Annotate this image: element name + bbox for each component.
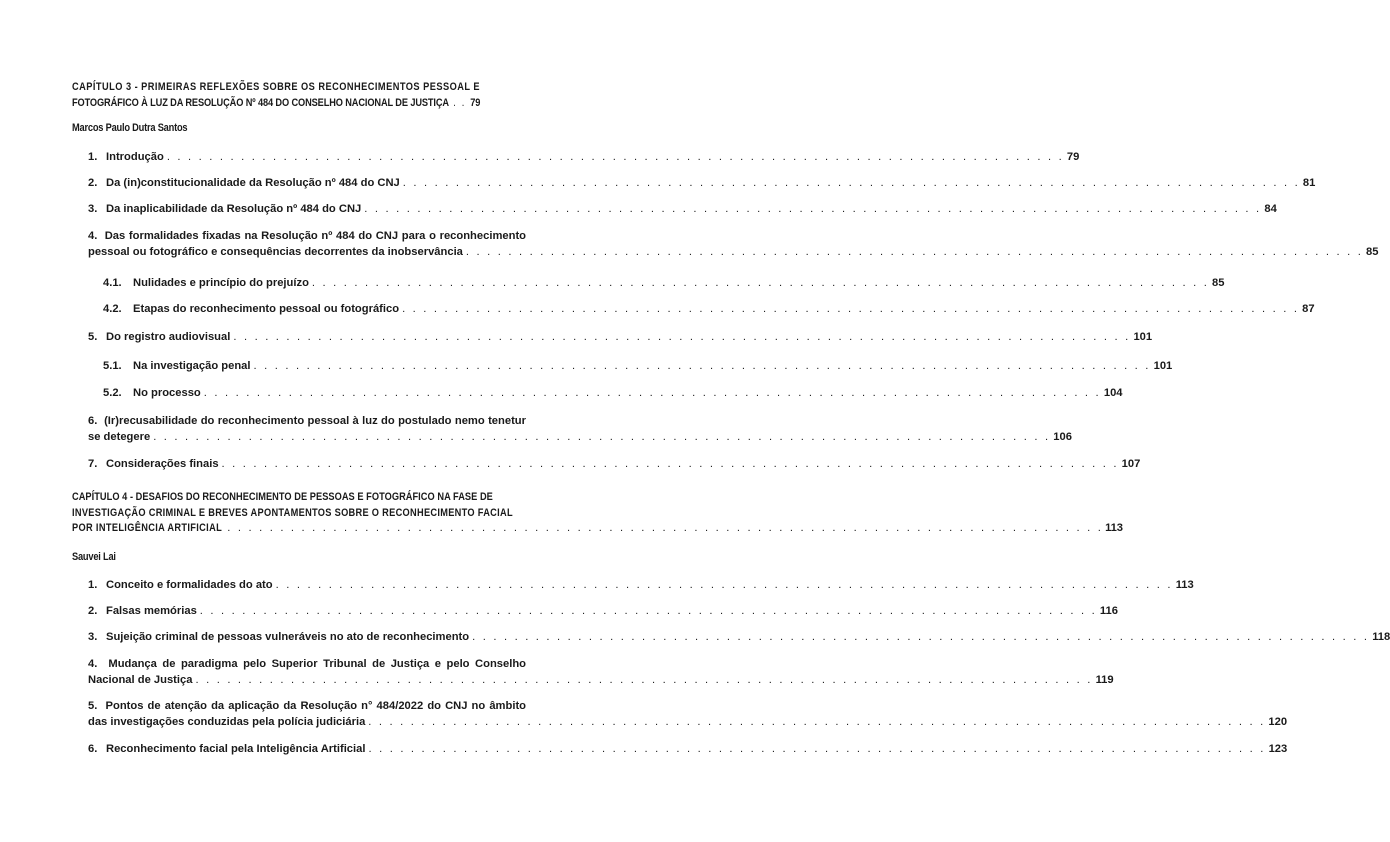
toc-entry-title: Da inaplicabilidade da Resolução nº 484 do CNJ (106, 203, 362, 215)
toc-entry-page: 118 (1372, 631, 1390, 643)
toc-entry-number: 4.1. (103, 277, 122, 289)
toc-entry-number: 3. (88, 631, 98, 643)
toc-leader-dots: . . . . . . . . . . . . . . . . . . . . . . . . . . . . . . . . . . . . . . . . . . . . . . . . . . . . . . . . . . . . . . . . . . . . . . . . . . . . . . . . . . . . . (311, 277, 1210, 289)
toc-entry-number: 4. (88, 230, 98, 242)
toc-leader-dots: . . . . . . . . . . . . . . . . . . . . . . . . . . . . . . . . . . . . . . . . . . . . . . . . . . . . . . . . . . . . . . . . . . . . . . . . . . . . . . . . . . . . . (195, 674, 1093, 686)
toc-entry[interactable] (88, 605, 1118, 617)
toc-entry[interactable] (88, 413, 1072, 445)
toc-entry-number: 7. (88, 458, 98, 470)
toc-entry[interactable] (88, 579, 1194, 591)
toc-entry-title: Do registro audiovisual (106, 331, 231, 343)
toc-entry-title: Na investigação penal (133, 360, 251, 372)
toc-entry-page: 113 (1175, 579, 1194, 591)
toc-entry-page: 85 (1212, 277, 1225, 289)
toc-entry[interactable] (88, 331, 1153, 343)
toc-leader-dots: . . . . . . . . . . . . . . . . . . . . . . . . . . . . . . . . . . . . . . . . . . . . . . . . . . . . . . . . . . . . . . . . . . . . . . . . . . . . . . . . . . . . . (153, 431, 1051, 443)
toc-leader-dots: . . . . . . . . . . . . . . . . . . . . . . . . . . . . . . . . . . . . . . . . . . . . . . . . . . . . . . . . . . . . . . . . . . . . . . . . . . . . . . . . . . . . . (465, 246, 1363, 258)
toc-leader-dots: . . . . . . . . . . . . . . . . . . . . . . . . . . . . . . . . . . . . . . . . . . . . . . . . . . . . . . . . . . . . . . . . . . . . . . . . . . . . . . . . . . . . . (364, 203, 1262, 215)
toc-entry[interactable] (88, 228, 1379, 260)
toc-entry-number: 4. (88, 658, 98, 670)
chapter-4-heading (72, 490, 1123, 537)
toc-leader-dots: . . . . . . . . . . . . . . . . . . . . . . . . . . . . . . . . . . . . . . . . . . . . . . . . . . . . . . . . . . . . . . . . . . . . . . . . . . . . . . . . . . . . . (368, 743, 1266, 755)
toc-entry[interactable] (88, 203, 1277, 215)
toc-entry-page: 87 (1302, 303, 1315, 315)
toc-entry-number: 2. (88, 605, 98, 617)
toc-entry-title: Sujeição criminal de pessoas vulneráveis no ato de reconhecimento (106, 631, 470, 643)
toc-entry-page: 101 (1133, 331, 1153, 343)
toc-entry-number: 1. (88, 579, 98, 591)
toc-entry-title-line1: 4. Mudança de paradigma pelo Superior Tribunal de Justiça e pelo Conselho (88, 658, 526, 670)
toc-entry-number: 2. (88, 177, 98, 189)
toc-subentry[interactable] (103, 277, 1225, 289)
toc-subentry[interactable] (103, 387, 1123, 399)
toc-leader-dots: . . . . . . . . . . . . . . . . . . . . . . . . . . . . . . . . . . . . . . . . . . . . . . . . . . . . . . . . . . . . . . . . . . . . . . . . . . . . . . . . . . . . . (368, 716, 1266, 728)
toc-entry-number: 5.2. (103, 387, 122, 399)
toc-leader-dots: . . . . . . . . . . . . . . . . . . . . . . . . . . . . . . . . . . . . . . . . . . . . . . . . . . . . . . . . . . . . . . . . . . . . . . . . . . . . . . . . . . . . . (402, 177, 1300, 189)
toc-entry-page: 84 (1264, 203, 1277, 215)
toc-leader-dots: . . . . . . . . . . . . . . . . . . . . . . . . . . . . . . . . . . . . . . . . . . . . . . . . . . . . . . . . . . . . . . . . . . . . . . . . . . . . . . . . . . . . . (275, 579, 1173, 591)
chapter-4-page: 113 (1105, 522, 1123, 534)
toc-entry[interactable] (88, 631, 1390, 643)
toc-leader-dots: . . . . . . . . . . . . . . . . . . . . . . . . . . . . . . . . . . . . . . . . . . . . . . . . . . . . . . . . . . . . . . . . . . . . . . . . . . . . . . . . . . . . . (233, 331, 1131, 343)
toc-leader-dots: . . . . . . . . . . . . . . . . . . . . . . . . . . . . . . . . . . . . . . . . . . . . . . . . . . . . . . . . . . . . . . . . . . . . . . . . . . . . . . . . . . . . . (402, 303, 1300, 315)
toc-entry-page: 120 (1268, 716, 1288, 728)
toc-entry-title-line2: pessoal ou fotográfico e consequências decorrentes da inobservância . . . . . . . . . . . . . . . . . . . . . . . . . . . . . . . . . . . . . . . . . . . . . . . . . . . . . . . . . . . . . . . . . . . . . . . . . . . . . . . . . . . . . 85 (88, 246, 1379, 258)
toc-entry-title: Considerações finais (106, 458, 219, 470)
toc-entry-page: 116 (1099, 605, 1118, 617)
chapter-3-heading (72, 80, 527, 111)
toc-leader-dots: . . . . . . . . . . . . . . . . . . . . . . . . . . . . . . . . . . . . . . . . . . . . . . . . . . . . . . . . . . . . . . . . . . . . . . . . . . . . . . . . . . . . . (203, 387, 1101, 399)
toc-entry-title: No processo (133, 387, 201, 399)
toc-entry-number: 1. (88, 151, 98, 163)
chapter-4-author: Sauvei Lai (72, 551, 116, 563)
toc-leader-dots: . . . . . . . . . . . . . . . . . . . . . . . . . . . . . . . . . . . . . . . . . . . . . . . . . . . . . . . . . . . . . . . . . . . . . . . . . . . . . . . . . . . . . (253, 360, 1151, 372)
toc-entry-title: Etapas do reconhecimento pessoal ou fotográfico (133, 303, 400, 315)
toc-entry-number: 5.1. (103, 360, 122, 372)
chapter-4-title-line2: INVESTIGAÇÃO CRIMINAL E BREVES APONTAMENTOS SOBRE O RECONHECIMENTO FACIAL (72, 506, 513, 519)
toc-entry-number: 4.2. (103, 303, 122, 315)
toc-entry-title-line1: 5. Pontos de atenção da aplicação da Resolução n° 484/2022 do CNJ no âmbito (88, 700, 526, 712)
toc-entry-page: 104 (1103, 387, 1123, 399)
toc-entry-page: 107 (1121, 458, 1141, 470)
toc-entry-title-line1: 4. Das formalidades fixadas na Resolução nº 484 do CNJ para o reconhecimento (88, 230, 527, 242)
toc-leader-dots: . . . . . . . . . . . . . . . . . . . . . . . . . . . . . . . . . . . . . . . . . . . . . . . . . . . . . . . . . . . . . . . . . . . . . . . . . . . . . . . . . . . . . (166, 151, 1064, 163)
toc-entry-number: 3. (88, 203, 98, 215)
toc-subentry[interactable] (103, 360, 1173, 372)
toc-entry-title-line2: Nacional de Justiça . . . . . . . . . . . . . . . . . . . . . . . . . . . . . . . . . . . . . . . . . . . . . . . . . . . . . . . . . . . . . . . . . . . . . . . . . . . . . . . . . . . . . 119 (88, 674, 1114, 686)
toc-entry-title-line2: das investigações conduzidas pela polícia judiciária . . . . . . . . . . . . . . . . . . . . . . . . . . . . . . . . . . . . . . . . . . . . . . . . . . . . . . . . . . . . . . . . . . . . . . . . . . . . . . . . . . . . . 120 (88, 716, 1288, 728)
chapter-4-title-line3: POR INTELIGÊNCIA ARTIFICIAL . . . . . . . . . . . . . . . . . . . . . . . . . . . . . . . . . . . . . . . . . . . . . . . . . . . . . . . . . . . . . . . . . . . . . . . . . . . . . . . . . . . . . 113 (72, 521, 527, 537)
toc-entry[interactable] (88, 698, 1288, 730)
toc-leader-dots: . . . . . . . . . . . . . . . . . . . . . . . . . . . . . . . . . . . . . . . . . . . . . . . . . . . . . . . . . . . . . . . . . . . . . . . . . . . . . . . . . . . . . (199, 605, 1097, 617)
chapter-3-author: Marcos Paulo Dutra Santos (72, 122, 188, 134)
toc-entry-page: 85 (1366, 246, 1379, 258)
toc-subentry[interactable] (103, 303, 1315, 315)
toc-entry-title: Introdução (106, 151, 164, 163)
toc-entry-page: 119 (1095, 674, 1114, 686)
toc-entry-title-line2: se detegere . . . . . . . . . . . . . . . . . . . . . . . . . . . . . . . . . . . . . . . . . . . . . . . . . . . . . . . . . . . . . . . . . . . . . . . . . . . . . . . . . . . . . 106 (88, 431, 1072, 443)
toc-entry-number: 6. (88, 415, 98, 427)
toc-entry-title: Reconhecimento facial pela Inteligência Artificial (106, 743, 366, 755)
toc-entry-page: 106 (1053, 431, 1072, 443)
toc-entry-title: Falsas memórias (106, 605, 197, 617)
toc-entry[interactable] (88, 177, 1316, 189)
toc-leader-dots: . . . . . . . . . . . . . . . . . . . . . . . . . . . . . . . . . . . . . . . . . . . . . . . . . . . . . . . . . . . . . . . . . . . . . . . . . . . . . . . . . . . . . (472, 631, 1370, 643)
chapter-4-title-line1: CAPÍTULO 4 - DESAFIOS DO RECONHECIMENTO DE PESSOAS E FOTOGRÁFICO NA FASE DE (72, 491, 493, 503)
toc-entry[interactable] (88, 151, 1080, 163)
toc-entry-page: 101 (1153, 360, 1173, 372)
toc-entry-page: 79 (1066, 151, 1080, 163)
toc-entry-number: 6. (88, 743, 98, 755)
toc-entry-title: Da (in)constitucionalidade da Resolução nº 484 do CNJ (106, 177, 400, 189)
toc-leader-dots: . . . . . . . . . . . . . . . . . . . . . . . . . . . . . . . . . . . . . . . . . . . . . . . . . . . . . . . . . . . . . . . . . . . . . . . . . . . . . . . . . . . . . (221, 458, 1119, 470)
toc-entry-title-line1: 6. (Ir)recusabilidade do reconhecimento pessoal à luz do postulado nemo tenetur (88, 415, 526, 427)
toc-entry[interactable] (88, 743, 1288, 755)
chapter-3-title-line1: CAPÍTULO 3 - PRIMEIRAS REFLEXÕES SOBRE OS RECONHECIMENTOS PESSOAL E (72, 81, 480, 93)
toc-entry[interactable] (88, 458, 1141, 470)
chapter-3-page: 79 (470, 96, 481, 109)
chapter-3-title-line2: FOTOGRÁFICO À LUZ DA RESOLUÇÃO Nº 484 DO CONSELHO NACIONAL DE JUSTIÇA . . 79 (72, 96, 481, 109)
toc-entry-page: 81 (1302, 177, 1316, 189)
toc-entry-title: Nulidades e princípio do prejuízo (133, 277, 309, 289)
toc-entry-page: 123 (1268, 743, 1288, 755)
toc-leader-dots: . . . . . . . . . . . . . . . . . . . . . . . . . . . . . . . . . . . . . . . . . . . . . . . . . . . . . . . . . . . . . . . . . . . . . . . . . . . . . . . . . . . . . (206, 522, 1104, 534)
toc-entry-title: Conceito e formalidades do ato (106, 579, 273, 591)
toc-entry[interactable] (88, 656, 1114, 688)
toc-entry-number: 5. (88, 700, 98, 712)
toc-entry-number: 5. (88, 331, 98, 343)
